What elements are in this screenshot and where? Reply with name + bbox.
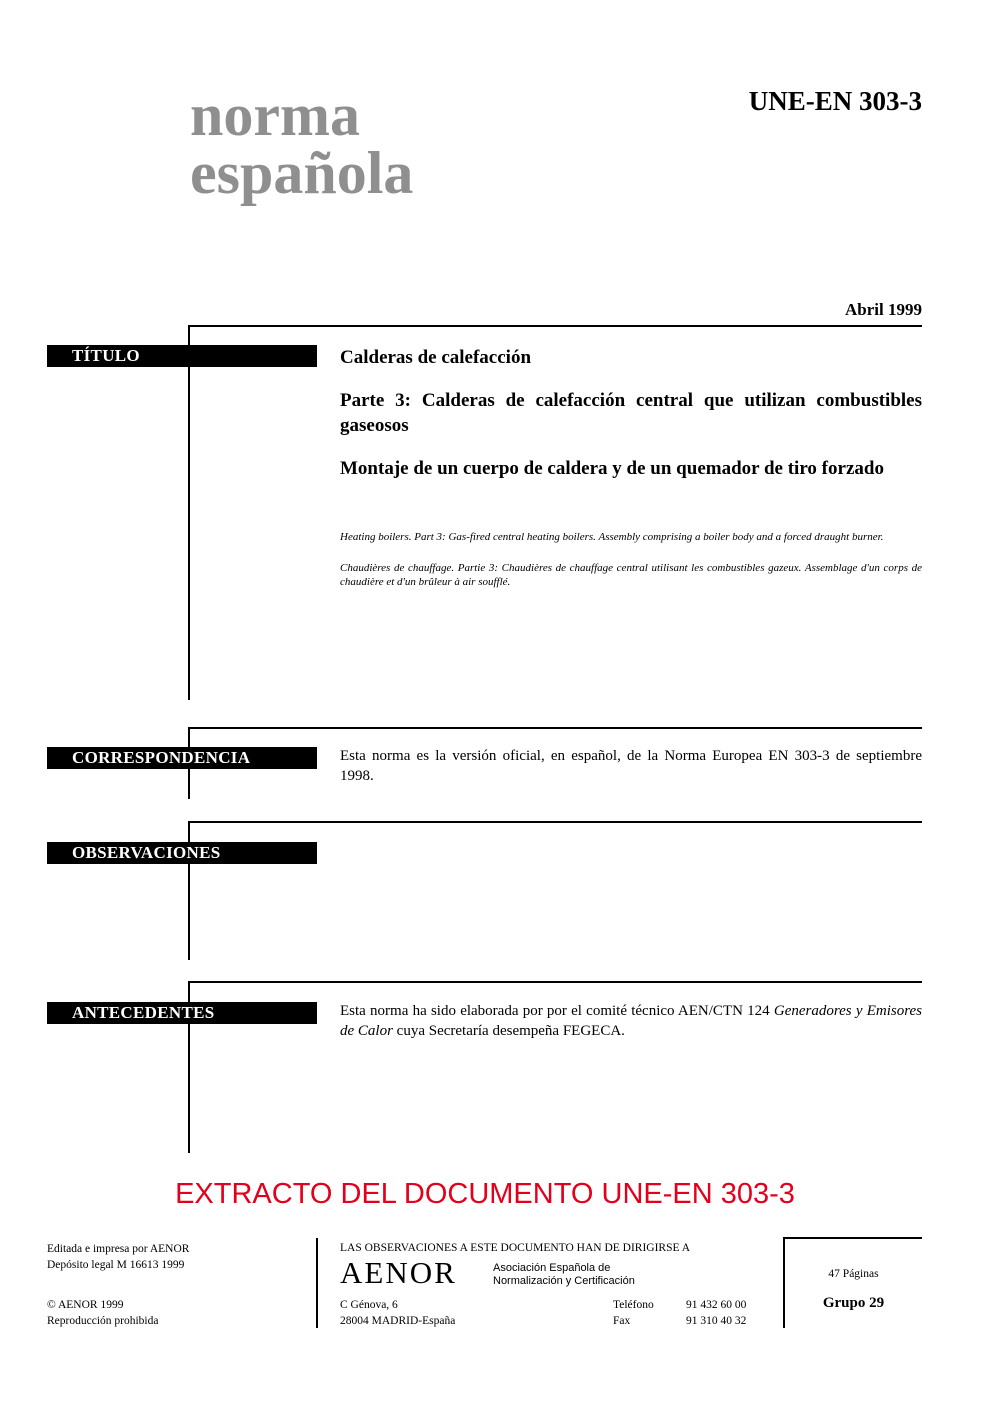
aenor-logo: AENOR [340,1255,457,1290]
section-label-observaciones: OBSERVACIONES [47,842,317,864]
address-street: C Génova, 6 [340,1299,398,1311]
extract-watermark: EXTRACTO DEL DOCUMENTO UNE-EN 303-3 [175,1178,795,1210]
brand-line-norma: norma [190,82,360,148]
fax-label: Fax [613,1315,631,1327]
footer-reproduction: Reproducción prohibida [47,1315,159,1327]
aenor-association [493,1262,635,1288]
page-count: 47 Páginas [828,1268,879,1280]
price-group: Grupo 29 [822,1295,885,1311]
title-english: Heating boilers. Part 3: Gas-fired central heating boilers. Assembly comprising a boiler body and a forced draught burner. [340,531,884,543]
title-block [340,345,922,589]
antecedentes-text [340,1001,922,1041]
footer-copyright: © AENOR 1999 [47,1299,124,1311]
footer-contact-values [686,1297,746,1329]
footer-contact-labels [613,1297,654,1329]
antecedentes-committee-name: Generadores y Emisores de Calor [340,1003,922,1039]
footer-address [340,1297,455,1329]
correspondencia-text: Esta norma es la versión oficial, en español, de la Norma Europea EN 303-3 de septiembre 1998. [340,748,922,784]
footer-divider-left [316,1238,318,1328]
publication-date: Abril 1999 [845,300,922,319]
section-vertical-rule-titulo [188,325,190,700]
address-city: 28004 MADRID-España [340,1315,456,1327]
fax-number: 91 310 40 32 [686,1315,747,1327]
aenor-association-line1: Asociación Española de [493,1262,611,1274]
footer-box-left-rule [783,1237,785,1328]
title-main: Calderas de calefacción [340,347,532,368]
footer-legal-deposit: Depósito legal M 16613 1999 [47,1259,185,1271]
antecedentes-text-start: Esta norma ha sido elaborada por por el comité técnico AEN/CTN 124 [340,1003,774,1019]
antecedentes-text-end: cuya Secretaría desempeña FEGECA. [392,1023,625,1039]
title-french: Chaudières de chauffage. Partie 3: Chaudières de chauffage central utilisant les combustibles gazeux. Assemblage d'un corps de chaudière et d'un brûleur à air soufflé. [340,562,922,588]
section-divider-correspondencia [188,727,922,729]
section-label-antecedentes: ANTECEDENTES [47,1002,317,1024]
section-divider-antecedentes [188,981,922,983]
section-label-correspondencia: CORRESPONDENCIA [47,747,317,769]
footer-left-copyright [47,1297,158,1329]
aenor-association-line2: Normalización y Certificación [493,1275,635,1287]
section-label-titulo: TÍTULO [47,345,317,367]
section-divider-observaciones [188,821,922,823]
section-divider-titulo [188,325,922,327]
brand-line-espanola: española [190,140,414,206]
phone-label: Teléfono [613,1299,654,1311]
footer-notice: LAS OBSERVACIONES A ESTE DOCUMENTO HAN DE DIRIGIRSE A [340,1242,691,1254]
standard-code: UNE-EN 303-3 [748,86,922,116]
phone-number: 91 432 60 00 [686,1299,747,1311]
title-subtitle: Montaje de un cuerpo de caldera y de un quemador de tiro forzado [340,458,884,479]
footer-box-top-rule [783,1237,922,1239]
footer-left [47,1241,189,1273]
title-part: Parte 3: Calderas de calefacción central que utilizan combustibles gaseosos [340,390,922,436]
footer-publisher: Editada e impresa por AENOR [47,1243,190,1255]
